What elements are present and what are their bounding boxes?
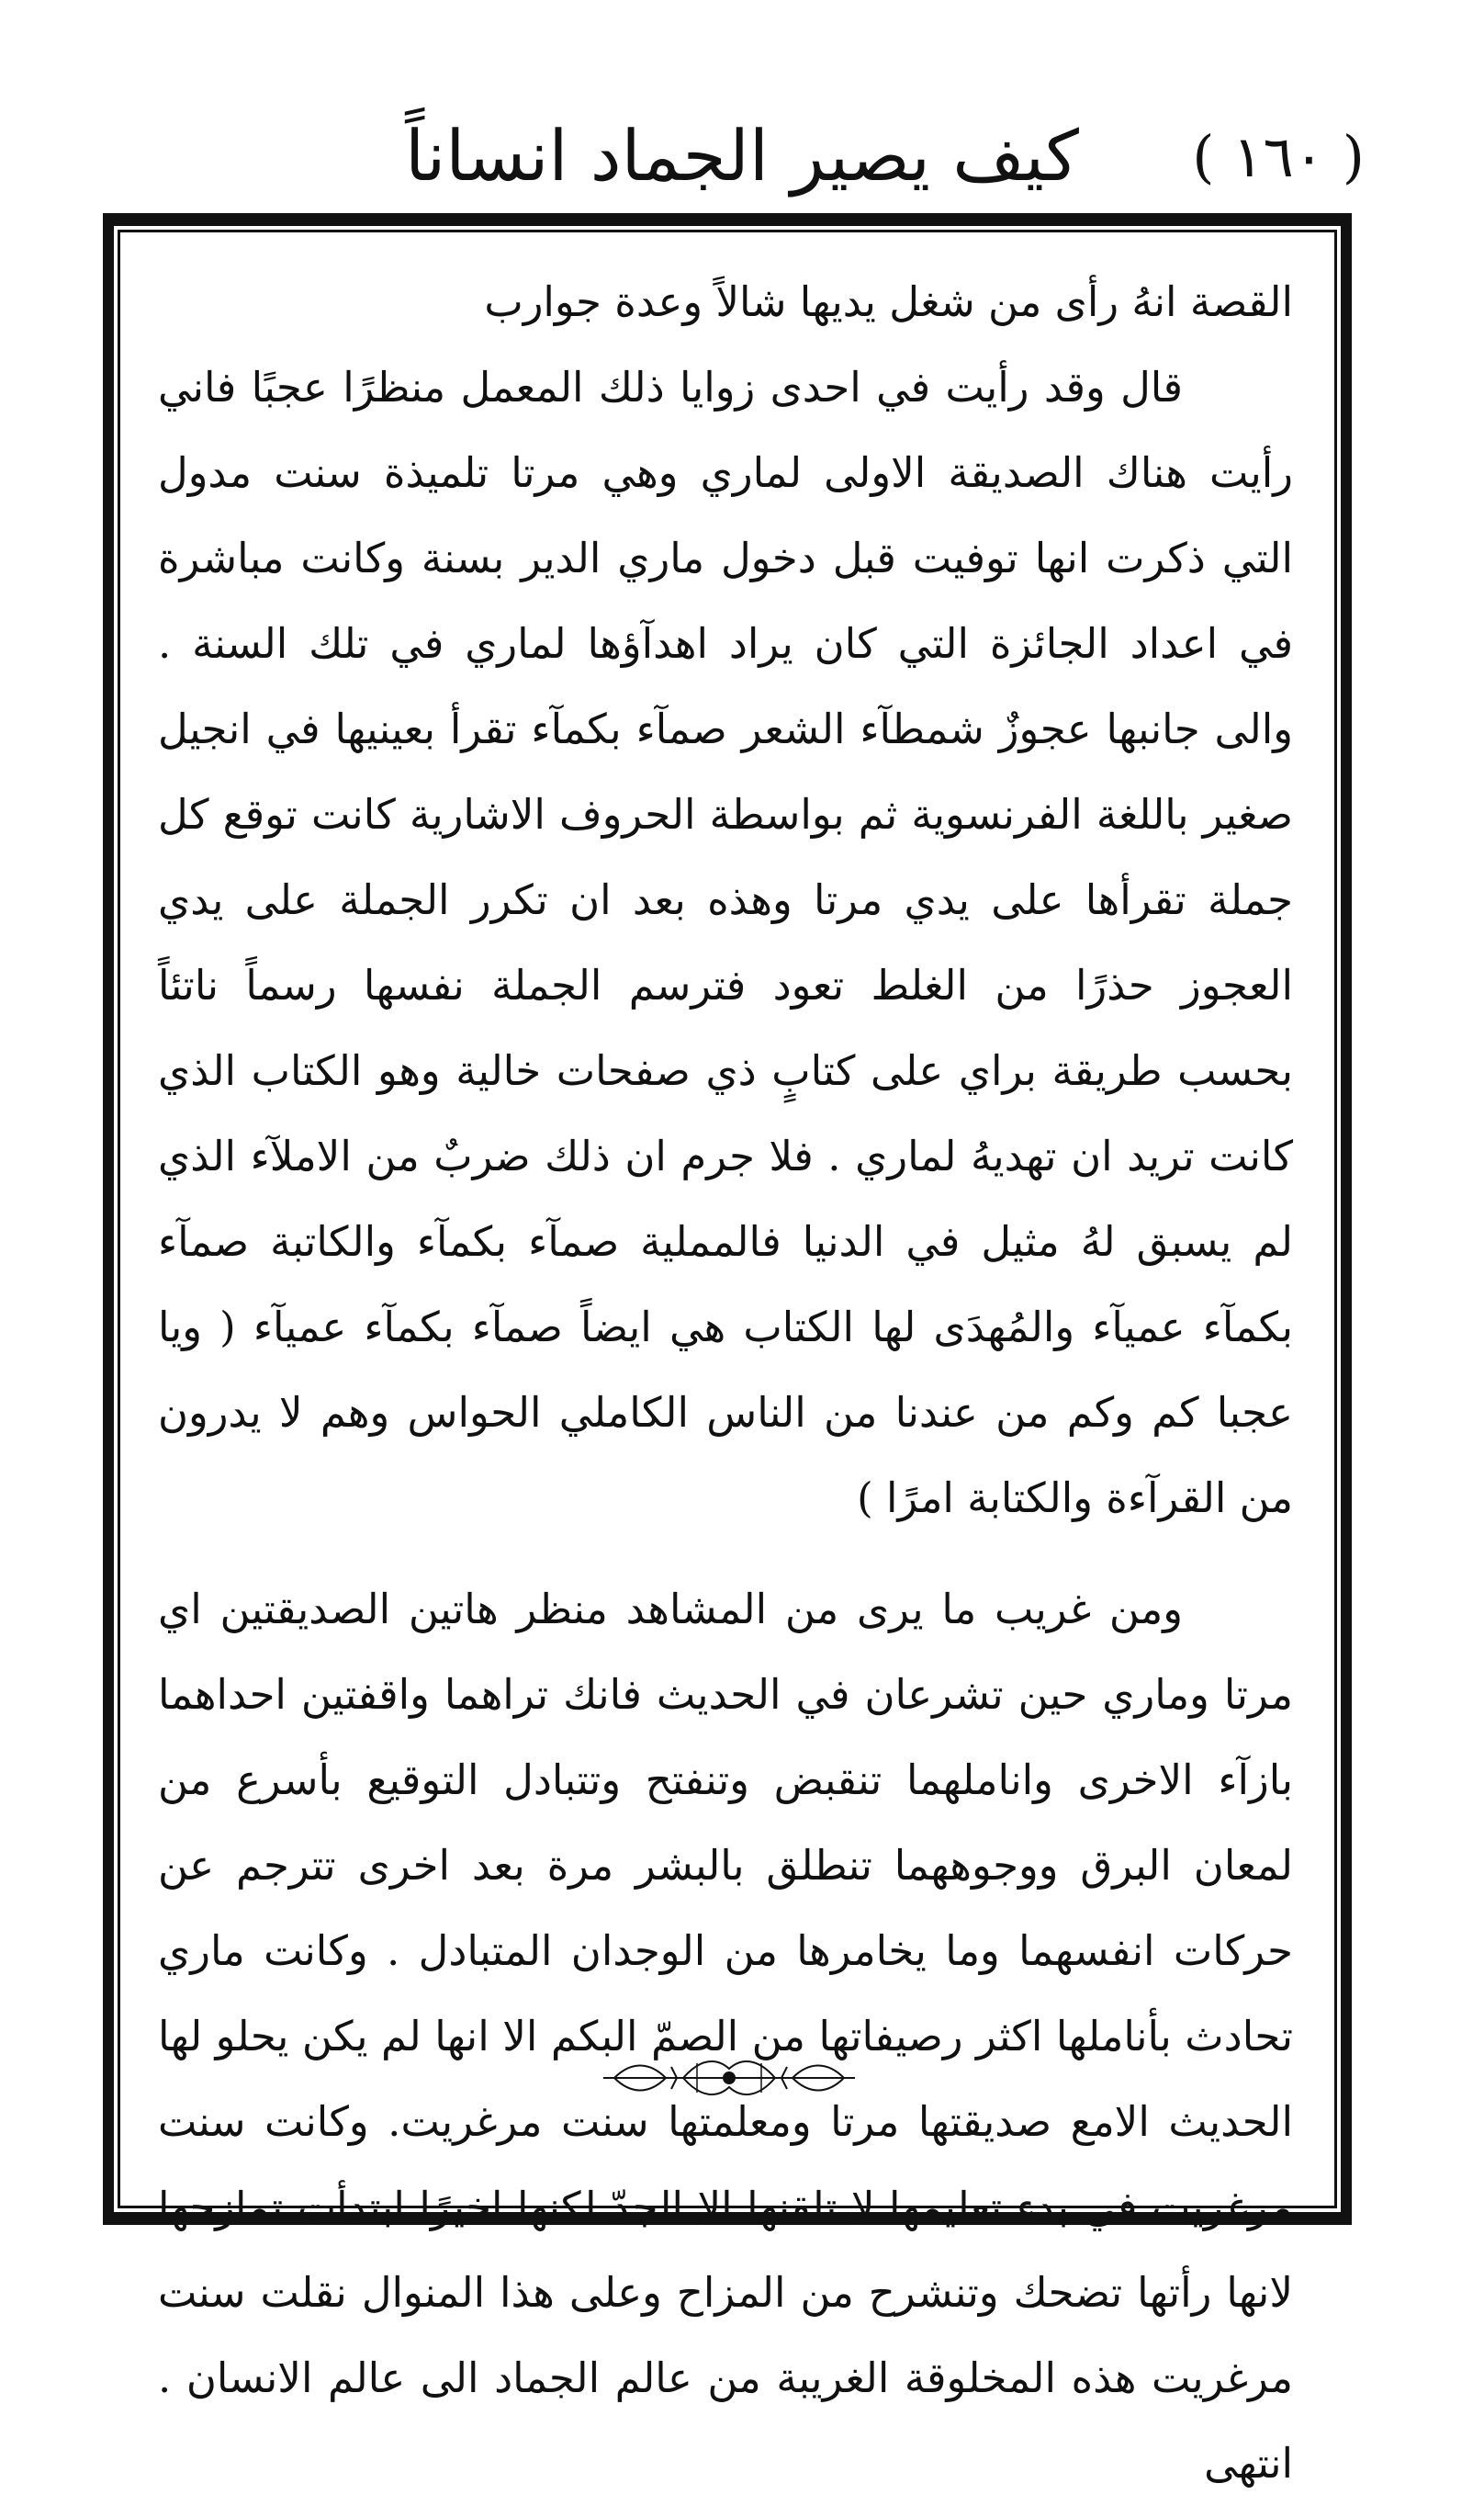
- article-body: [158, 259, 1293, 2488]
- paragraph-continuation: القصة انهُ رأى من شغل يديها شالاً وعدة جوارب: [484, 277, 1293, 326]
- running-title: كيف يصير الجماد انساناً: [405, 115, 1079, 197]
- page-number: ( ١٦٠ ): [1192, 123, 1365, 190]
- paragraph-first-scene: قال وقد رأيت في احدى زوايا ذلك المعمل منظرًا عجبًا فاني رأيت هناك الصديقة الاولى لماري وهي مرتا تلميذة سنت مدول التي ذكرت انها توفيت قبل دخول ماري الدير بسنة وكانت مباشرة في اعداد الجائزة التي كان يراد اهدآؤها لماري في تلك السنة . والى جانبها عجوزٌ شمطآء الشعر صمآء بكمآء تقرأ بعينيها في انجيل صغير باللغة الفرنسوية ثم بواسطة الحروف الاشارية كانت توقع كل جملة تقرأها على يدي مرتا وهذه بعد ان تكرر الجملة على يدي العجوز حذرًا من الغلط تعود فترسم الجملة نفسها رسماً ناتئاً بحسب طريقة براي على كتابٍ ذي صفحات خالية وهو الكتاب الذي كانت تريد ان تهديهُ لماري . فلا جرم ان ذلك ضربٌ من الاملآء الذي لم يسبق لهُ مثيل في الدنيا فالمملية صمآء بكمآء والكاتبة صمآء بكمآء عميآء والمُهدَى لها الكتاب هي ايضاً صمآء بكمآء عميآء ( ويا عجبا كم وكم من عندنا من الناس الكاملي الحواس وهم لا يدرون من القرآءة والكتابة امرًا ): [158, 363, 1293, 1522]
- decorative-tailpiece-icon: [596, 2050, 862, 2105]
- text-frame: [103, 213, 1352, 2488]
- running-head: [0, 108, 1484, 209]
- paragraph-second-scene: ومن غريب ما يرى من المشاهد منظر هاتين الصديقتين اي مرتا وماري حين تشرعان في الحديث فانك تراهما واقفتين احداهما بازآء الاخرى واناملهما تنقبض وتنفتح وتتبادل التوقيع بأسرع من لمعان البرق ووجوههما تنطلق بالبشر مرة بعد اخرى تترجم عن حركات انفسهما وما يخامرها من الوجدان المتبادل . وكانت ماري تحادث بأناملها اكثر رصيفاتها من الصمّ البكم الا انها لم يكن يحلو لها الحديث الامع صديقتها مرتا ومعلمتها سنت مرغريت. وكانت سنت مرغريت في بدء تعليمها لا تلقنها الا الجدّ لكنها اخيرًا ابتدأت تمازحها لانها رأتها تضحك وتنشرح من المزاح وعلى هذا المنوال نقلت سنت مرغريت هذه المخلوقة الغريبة من عالم الجماد الى عالم الانسان . انتهى: [158, 1585, 1293, 2488]
